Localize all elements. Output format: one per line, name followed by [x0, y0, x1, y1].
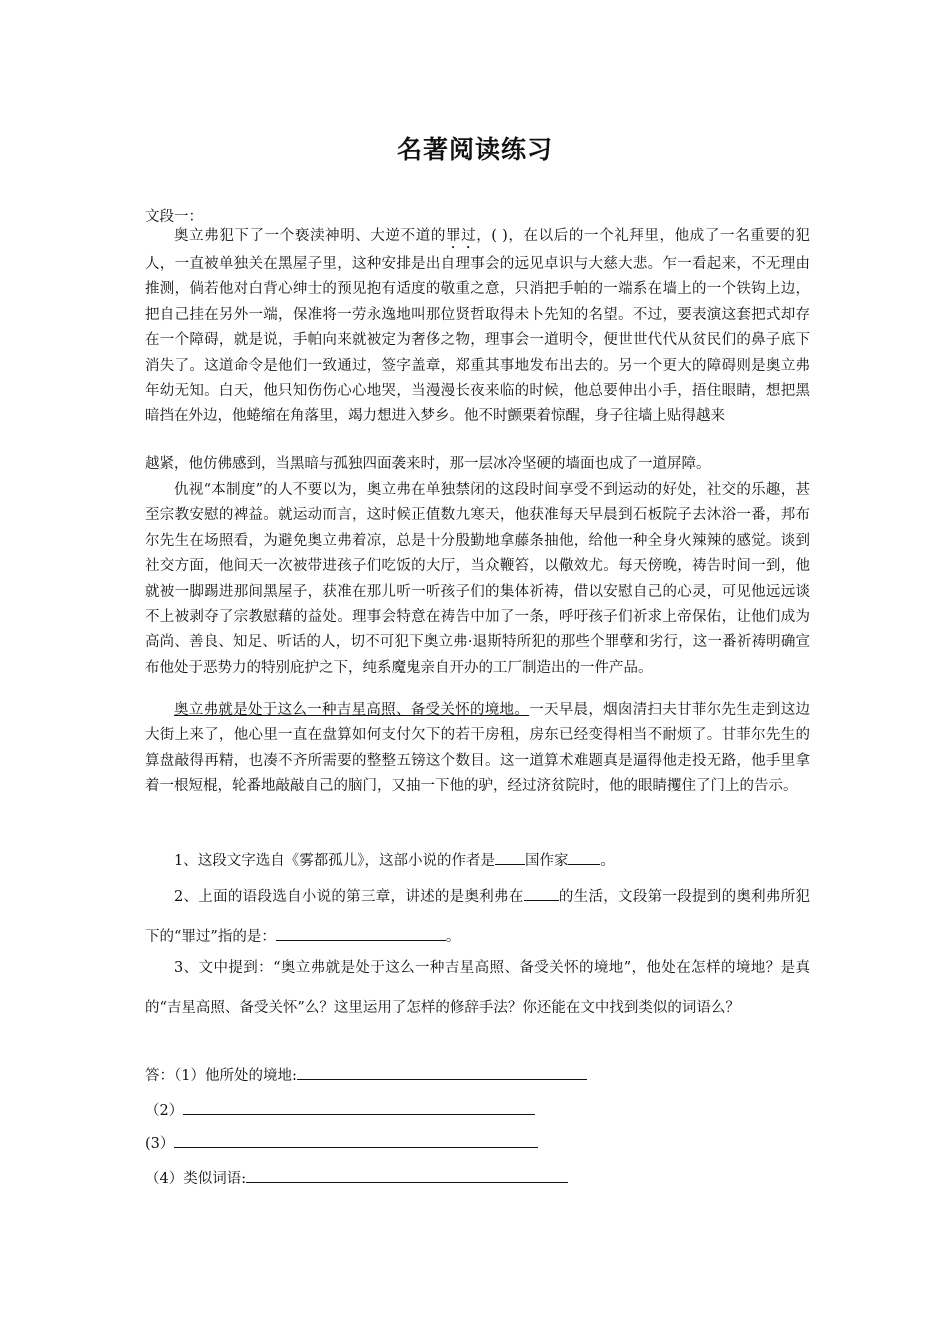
question-1	[145, 841, 810, 881]
question-text: 。	[445, 929, 461, 945]
question-2	[145, 877, 810, 957]
passage-text: 一天早晨，烟囱清扫夫甘菲尔先生走到这边大街上来了，他心里一直在盘算如何支付欠下的若干房租，房东已经变得相当不耐烦了。甘菲尔先生的算盘敲得再精，也凑不齐所需要的整整五镑这个数目。这一道算术难题真是逼得他走投无路，他手里拿着一根短棍，轮番地敲敲自己的脑门，又抽一下他的驴，经过济贫院时，他的眼睛攫住了门上的告示。	[145, 702, 810, 795]
answer-line-2	[145, 1097, 535, 1119]
answer-blank[interactable]	[568, 847, 600, 865]
answer-blank[interactable]	[174, 1130, 538, 1148]
question-text: 的生活，文段第一段提到的奥利弗所犯下的“罪过”指的是：	[145, 889, 811, 945]
answer-blank[interactable]	[297, 1062, 587, 1080]
question-text: 2、上面的语段选自小说的第三章，讲述的是奥利弗在	[174, 889, 524, 905]
answer-label: （4）类似词语:	[145, 1171, 247, 1187]
question-text: 国作家	[524, 853, 569, 869]
answer-line-3	[145, 1130, 538, 1152]
question-text: 1、这段文字选自《雾都孤儿》，这部小说的作者是	[174, 853, 495, 869]
answer-label: (3）	[145, 1136, 175, 1152]
passage-text: ，( )，在以后的一个礼拜里，他成了一名重要的犯人，一直被单独关在黑屋子里，这种安排是出自理事会的远见卓识与大慈大悲。乍一看起来，不无理由推测，倘若他对白背心绅士的预见抱有适度的敬重之意，只消把手帕的一端系在墙上的一个铁钩上边，把自己挂在另外一端，保准将一劳永逸地叫那位贤哲取得未卜先知的名望。不过，要表演这套把式却存在一个障碍，就是说，手帕向来就被定为奢侈之物，理事会一道明令，便世世代代从贫民们的鼻子底下消失了。这道命令是他们一致通过，签字盖章，郑重其事地发布出去的。另一个更大的障碍则是奥立弗年幼无知。白天，他只知伤伤心心地哭，当漫漫长夜来临的时候，他总要伸出小手，捂住眼睛，想把黑暗挡在外边，他蜷缩在角落里，竭力想进入梦乡。他不时颤栗着惊醒，身子往墙上贴得越来	[145, 228, 811, 425]
passage-paragraph-1-continued: 越紧，他仿佛感到，当黑暗与孤独四面袭来时，那一层冰冷坚硬的墙面也成了一道屏障。	[145, 456, 711, 472]
answer-label: 答：（1）他所处的境地:	[145, 1068, 297, 1084]
passage-paragraph-2: 仇视“本制度”的人不要以为，奥立弗在单独禁闭的这段时间享受不到运动的好处，社交的乐趣，甚至宗教安慰的裨益。就运动而言，这时候正值数九寒天，他获准每天早晨到石板院子去沐浴一番，邦布尔先生在场照看，为避免奥立弗着凉，总是十分殷勤地拿藤条抽他，给他一种全身火辣辣的感觉。谈到社交方面，他间天一次被带进孩子们吃饭的大厅，当众鞭笞，以儆效尤。每天傍晚，祷告时间一到，他就被一脚踢进那间黑屋子，获准在那儿听一听孩子们的集体祈祷，借以安慰自己的心灵，可见他远远谈不上被剥夺了宗教慰藉的益处。理事会特意在祷告中加了一条，呼吁孩子们祈求上帝保佑，让他们成为高尚、善良、知足、听话的人，切不可犯下奥立弗·退斯特所犯的那些个罪孽和劣行，这一番祈祷明确宣布他处于恶势力的特别庇护之下，纯系魔鬼亲自开办的工厂制造出的一件产品。	[145, 482, 810, 676]
answer-blank[interactable]	[183, 1097, 535, 1115]
passage-text: 奥立弗犯下了一个亵渎神明、大逆不道的	[174, 228, 446, 244]
emphasized-word: 罪过	[445, 228, 477, 244]
answer-blank[interactable]	[495, 847, 525, 865]
passage-paragraph-1	[145, 224, 810, 430]
section-label: 文段一：	[145, 209, 203, 225]
answer-line-1	[145, 1062, 587, 1084]
question-3: 3、文中提到：“奥立弗就是处于这么一种吉星高照、备受关怀的境地”，他处在怎样的境地？是真的“吉星高照、备受关怀”么？这里运用了怎样的修辞手法？你还能在文中找到类似的词语么？	[145, 960, 810, 1016]
answer-label: （2）	[145, 1103, 184, 1119]
passage-paragraph-3	[145, 698, 810, 800]
page-title: 名著阅读练习	[396, 135, 553, 164]
answer-blank[interactable]	[246, 1165, 568, 1183]
answer-blank[interactable]	[524, 883, 559, 901]
question-text: 。	[600, 853, 615, 869]
answer-blank[interactable]	[276, 923, 446, 941]
underlined-sentence: 奥立弗就是处于这么一种吉星高照、备受关怀的境地。	[174, 702, 530, 718]
answer-line-4	[145, 1165, 568, 1187]
